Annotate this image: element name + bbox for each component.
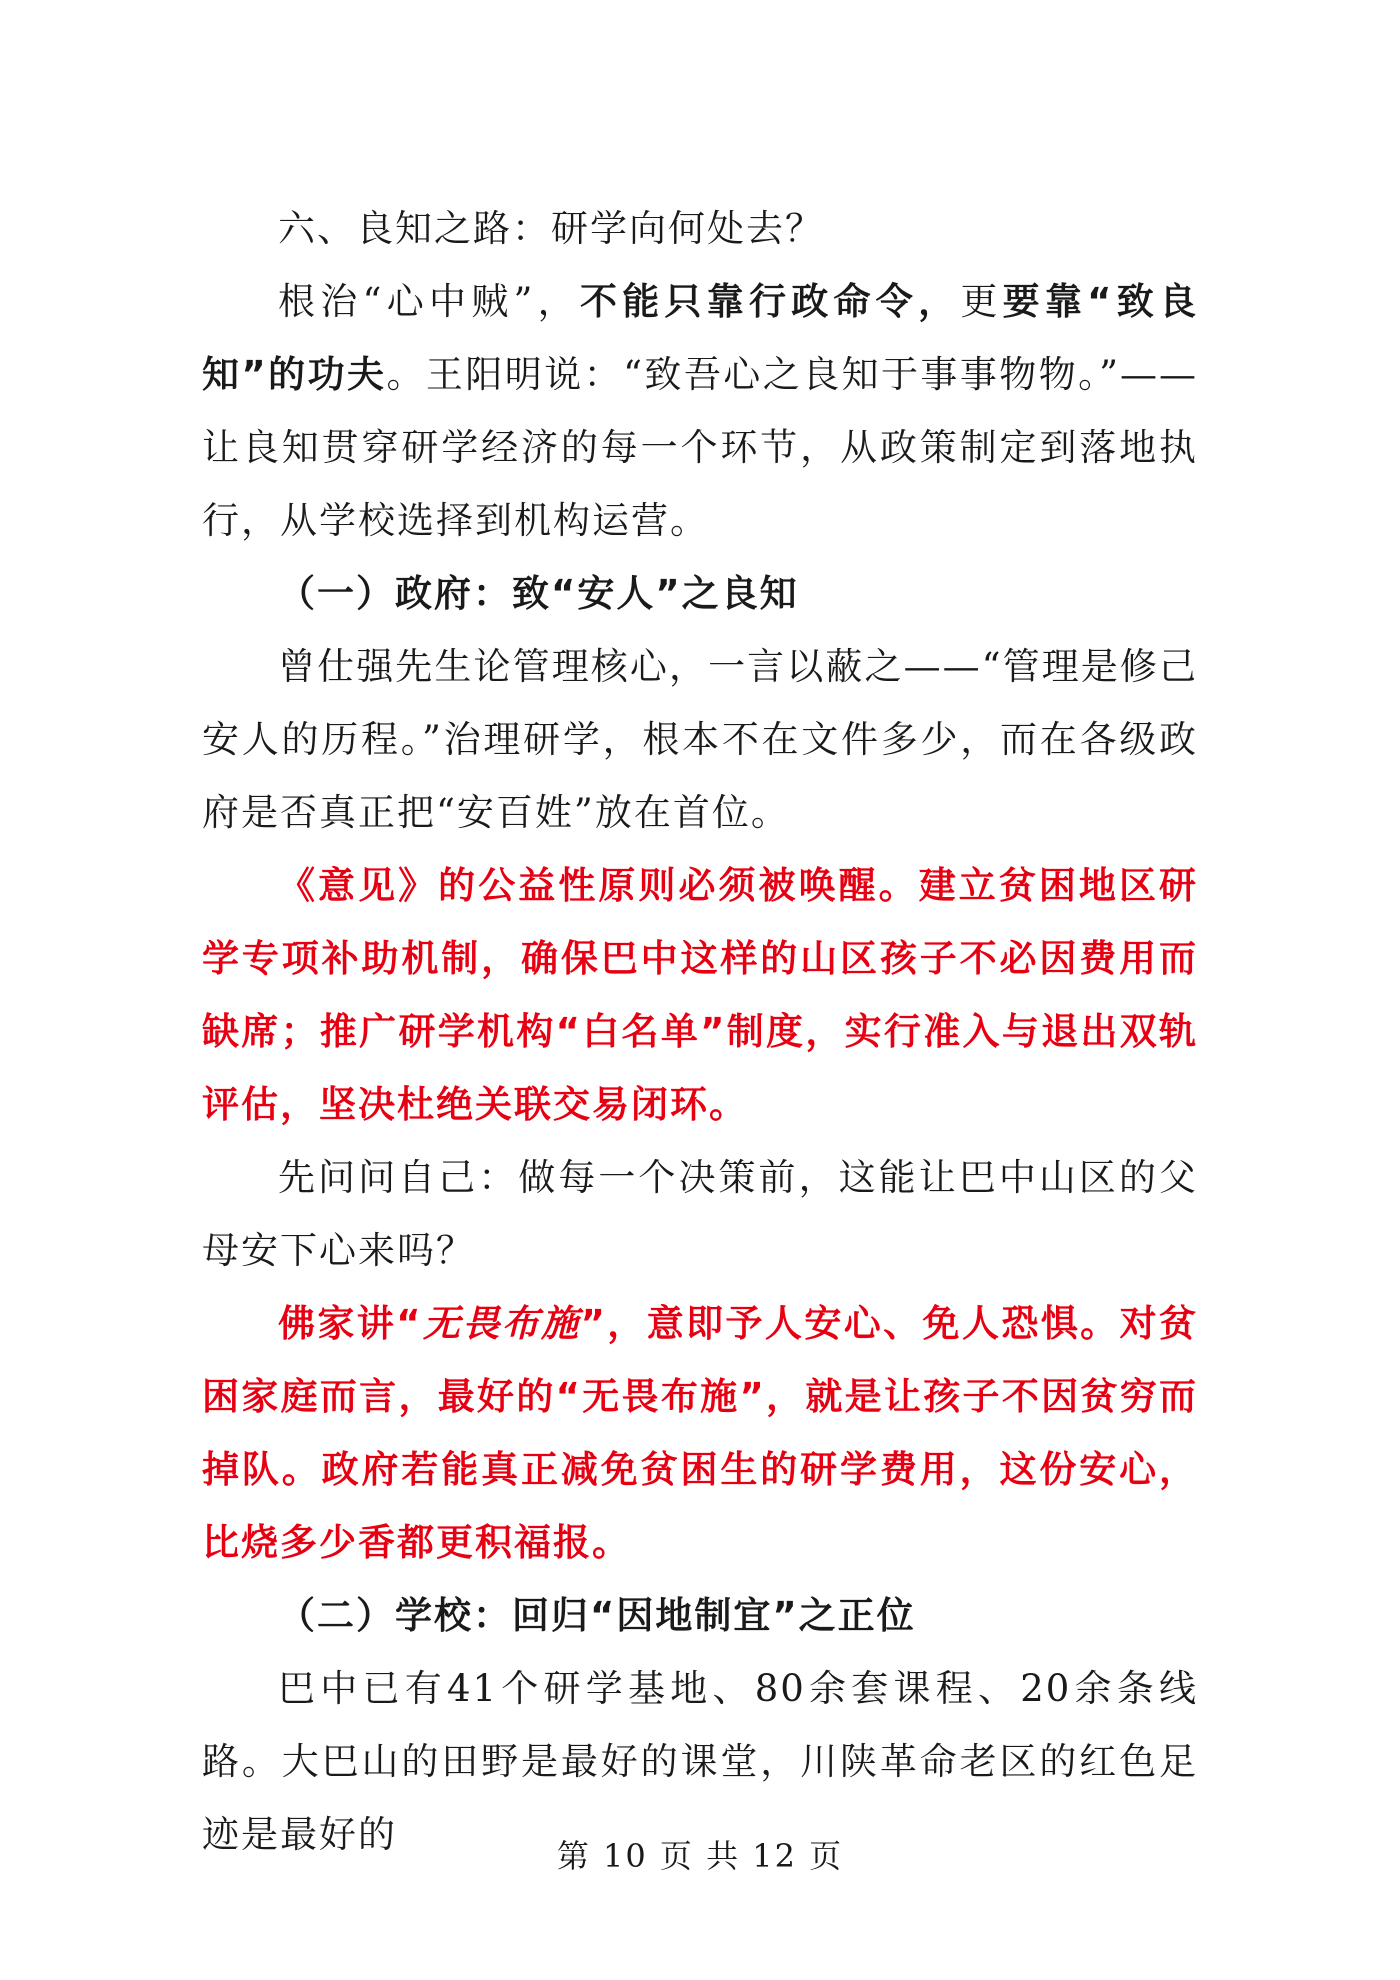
paragraph-6: 巴中已有41个研学基地、80余套课程、20余条线路。大巴山的田野是最好的课堂，川陕革命老区的红色足迹是最好的 xyxy=(202,1667,1198,1856)
paragraph-5-text-a: 佛家讲“ xyxy=(278,1302,423,1345)
document-body xyxy=(202,192,1198,1871)
subheading-government: （一）政府：致“安人”之良知 xyxy=(278,572,799,615)
paragraph-3-red: 《意见》的公益性原则必须被唤醒。建立贫困地区研学专项补助机制，确保巴中这样的山区孩子不必因费用而缺席；推广研学机构“白名单”制度，实行准入与退出双轨评估，坚决杜绝关联交易闭环。 xyxy=(202,864,1198,1126)
paragraph-1-text-b: 更 xyxy=(960,280,1003,323)
paragraph-1-text-a: 根治“心中贼”， xyxy=(278,280,580,323)
paragraph-5-italic: 无畏布施 xyxy=(422,1301,581,1345)
paragraph-1 xyxy=(202,265,1198,557)
paragraph-4: 先问问自己：做每一个决策前，这能让巴中山区的父母安下心来吗？ xyxy=(202,1156,1198,1272)
paragraph-1-bold-b: 要靠“致良知”的功夫 xyxy=(202,280,1198,396)
paragraph-5-red xyxy=(202,1287,1198,1579)
paragraph-5-text-b: ”，意即予人安心、免人恐惧。对贫困家庭而言，最好的“无畏布施”，就是让孩子不因贫穷而掉队。政府若能真正减免贫困生的研学费用，这份安心，比烧多少香都更积福报。 xyxy=(202,1302,1198,1564)
subheading-school: （二）学校：回归“因地制宜”之正位 xyxy=(278,1594,916,1637)
paragraph-1-text-c: 。王阳明说：“致吾心之良知于事事物物。”——让良知贯穿研学经济的每一个环节，从政策制定到落地执行，从学校选择到机构运营。 xyxy=(202,353,1198,542)
section-heading: 六、良知之路：研学向何处去？ xyxy=(278,207,824,250)
paragraph-2: 曾仕强先生论管理核心，一言以蔽之——“管理是修己安人的历程。”治理研学，根本不在文件多少，而在各级政府是否真正把“安百姓”放在首位。 xyxy=(202,645,1198,834)
paragraph-1-bold-a: 不能只靠行政命令， xyxy=(579,280,961,323)
page-footer: 第 10 页 共 12 页 xyxy=(556,1837,844,1875)
